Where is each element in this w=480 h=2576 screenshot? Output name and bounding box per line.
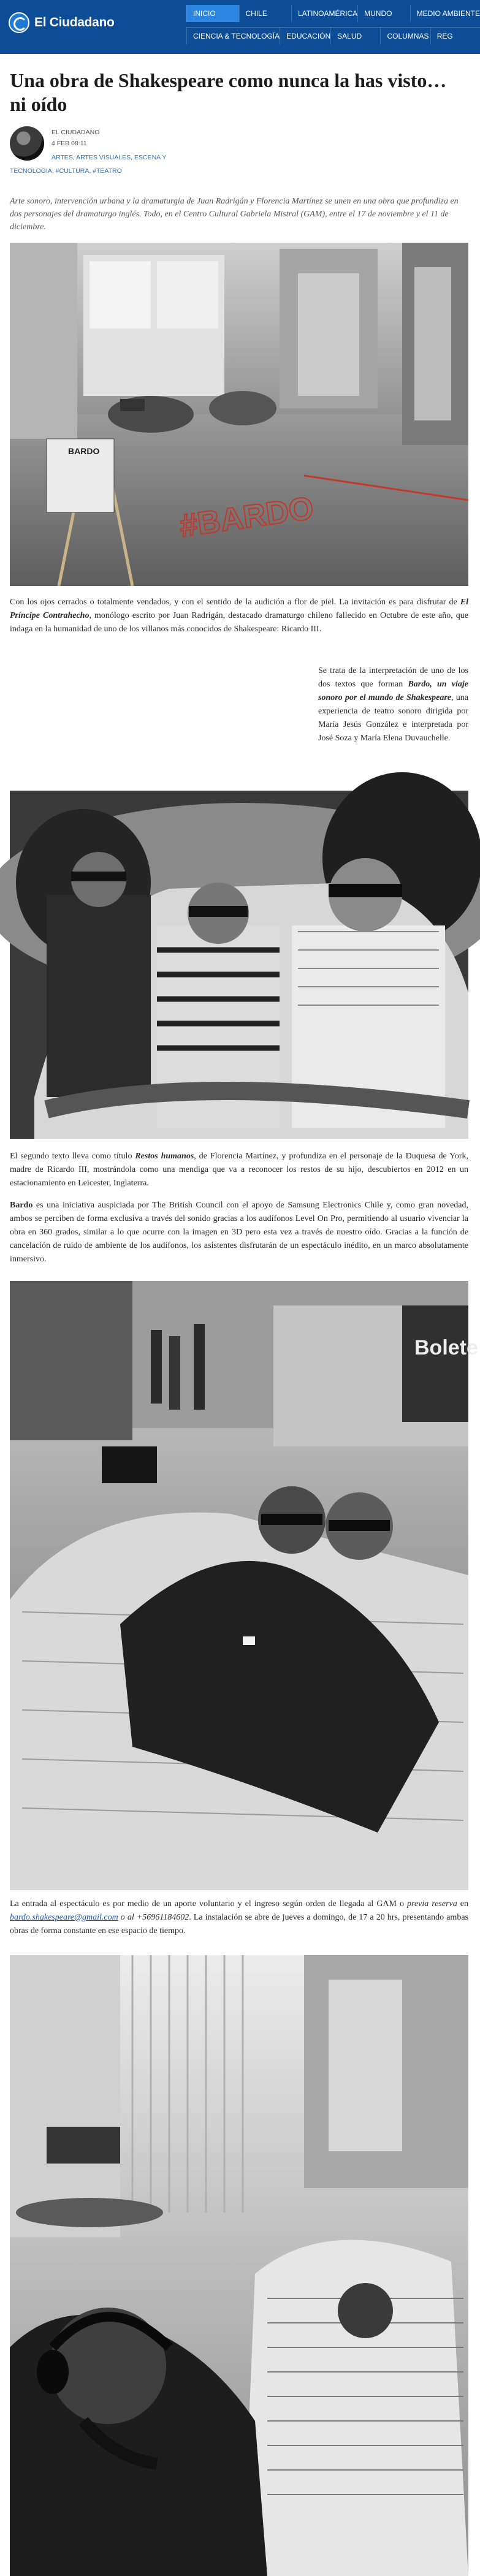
photo-lobby-installation: [10, 243, 468, 586]
nav-item-ciencia[interactable]: CIENCIA & TECNOLOGÍA: [186, 28, 280, 45]
post-date: 4 FEB 08:11: [51, 140, 87, 147]
author-avatar[interactable]: [10, 126, 44, 161]
secondary-nav: [186, 27, 480, 45]
post-categories[interactable]: ARTES, ARTES VISUALES, ESCENA Y: [51, 154, 167, 161]
logo-icon: [9, 12, 29, 33]
boleteria-sign: Bolete: [414, 1336, 478, 1359]
paragraph-2: El segundo texto lleva como título Restos humanos, de Florencia Martínez, y profundiza en el personaje de la Duquesa de York, madre de Ricardo III, mostrándola como una mendiga que va a reconocer los restos de su hijo, descubiertos en 2012 en un estacionamiento en Leicester, Inglaterra.: [10, 1152, 468, 1188]
author-name[interactable]: EL CIUDADANO: [51, 129, 100, 136]
nav-item-mundo[interactable]: MUNDO: [357, 5, 410, 22]
bardo-sign-text: BARDO: [68, 446, 100, 456]
pull-quote: Se trata de la interpretación de uno de los dos textos que forman Bardo, un viaje sonoro por el mundo de Shakespeare, una experiencia de teatro sonoro dirigida por María Jesús González e interpretada por José Soza y María Elena Duvauchelle.: [318, 666, 468, 743]
post-tags[interactable]: TECNOLOGIA, #CULTURA, #TEATRO: [10, 167, 122, 175]
nav-item-chile[interactable]: CHILE: [239, 5, 292, 22]
nav-item-salud[interactable]: SALUD: [330, 28, 380, 45]
reservation-email-link[interactable]: bardo.shakespeare@gmail.com: [10, 1913, 118, 1922]
site-logo[interactable]: [9, 11, 115, 34]
logo-text: El Ciudadano: [34, 15, 115, 29]
main-nav: [186, 5, 480, 22]
article-lead: Arte sonoro, intervención urbana y la dramaturgia de Juan Radrigán y Florencia Martínez se unen en una obra que profundiza en dos personajes del dramaturgo inglés. Todo, en el Centro Cultural Gabriela Mistral (GAM), entre el 17 de noviembre y el 11 de diciembre.: [10, 197, 459, 232]
nav-item-columnas[interactable]: COLUMNAS: [380, 28, 430, 45]
photo-couple-headphones: [10, 1281, 478, 1890]
nav-item-educacion[interactable]: EDUCACIÓN: [280, 28, 330, 45]
nav-item-reg[interactable]: REG: [430, 28, 480, 45]
nav-item-medio-ambiente[interactable]: MEDIO AMBIENTE: [410, 5, 480, 22]
floor-hashtag-text: #BARDO: [177, 490, 316, 544]
nav-item-inicio[interactable]: INICIO: [186, 5, 239, 22]
paragraph-1: Con los ojos cerrados o totalmente vendados, y con el sentido de la audición a flor de piel. La invitación es para disfrutar de El Príncipe Contrahecho, monólogo escrito por Juan Radrigán, destacado dramaturgo chileno fallecido en Octubre de este año, que indaga en la humanidad de uno de los villanos más conocidos de Shakespeare: Ricardo III.: [10, 598, 468, 634]
site-header: [0, 0, 480, 54]
photo-blindfolded-audience: [10, 791, 468, 1139]
paragraph-3: Bardo es una iniciativa auspiciada por The British Council con el apoyo de Samsung Electronics Chile y, como gran novedad, ambos se perciben de forma exclusiva a través del sonido gracias a los audífonos Level On Pro, permitiendo al usuario vivenciar la obra en 360 grados, similar a lo que ocurre con la imagen en 3D pero esta vez a través de nuestro oído. Gracias a la función de cancelación de ruido de ambiente de los audífonos, los asistentes disfrutarán de un espectáculo inédito, en un marco absolutamente inmersivo.: [10, 1201, 468, 1264]
paragraph-4: La entrada al espectáculo es por medio de un aporte voluntario y el ingreso según orden de llegada al GAM o previa reserva en bardo.shakespeare@gmail.com o al +56961184602. La instalación se abre de jueves a domingo, de 17 a 20 hrs, presentando ambas obras de forma constante en ese espacio de tiempo.: [10, 1899, 468, 1936]
nav-item-latinoamerica[interactable]: LATINOAMÉRICA: [291, 5, 357, 22]
article-title: Una obra de Shakespeare como nunca la has visto… ni oído: [10, 69, 447, 115]
photo-man-headphones: [10, 1955, 468, 2576]
